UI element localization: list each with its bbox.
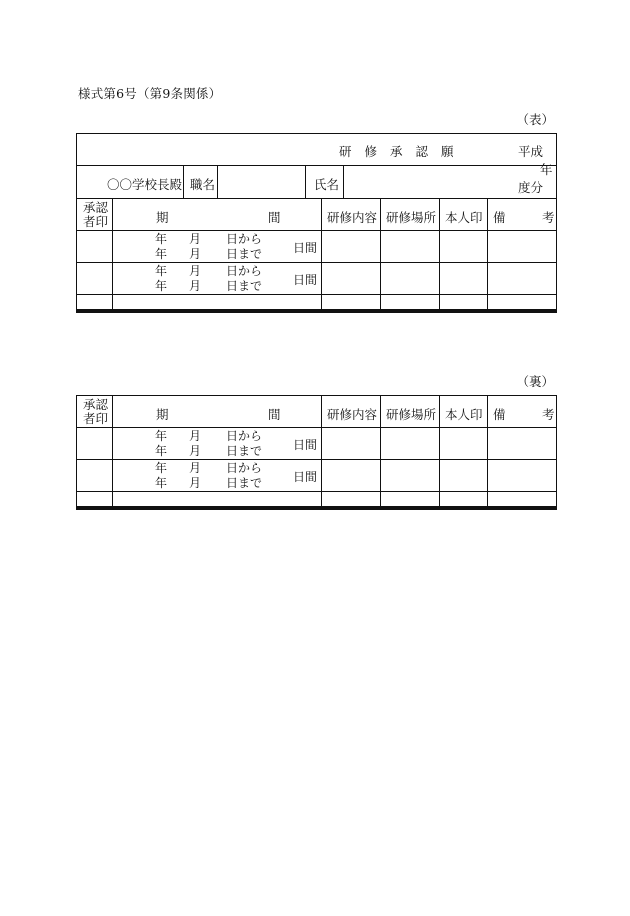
schedule-row: [77, 231, 556, 263]
place-field[interactable]: [381, 263, 440, 294]
schedule-row: [77, 263, 556, 295]
remarks-header-right: 考: [542, 407, 555, 422]
month-unit: 月: [189, 279, 202, 293]
year-unit: 年: [155, 444, 168, 458]
place-field[interactable]: [381, 231, 440, 262]
seal-field[interactable]: [440, 231, 488, 262]
position-label-cell: [184, 166, 218, 198]
seal-header: [440, 396, 488, 427]
approver-seal-field[interactable]: [77, 492, 113, 506]
seal-field[interactable]: [440, 295, 488, 309]
content-field[interactable]: [322, 428, 381, 459]
seal-field[interactable]: [440, 460, 488, 491]
content-header-text: 研修内容: [327, 407, 378, 422]
remarks-header: [488, 396, 556, 427]
remarks-header-right: 考: [542, 210, 555, 225]
place-field[interactable]: [381, 295, 440, 309]
period-field[interactable]: [113, 428, 322, 459]
form-title: 研修承認願: [339, 144, 467, 159]
approver-header-line2: 者印: [83, 214, 109, 229]
content-field[interactable]: [322, 231, 381, 262]
remarks-header-left: 備: [493, 407, 506, 422]
period-header: [113, 199, 322, 230]
approver-seal-field[interactable]: [77, 428, 113, 459]
approver-seal-field[interactable]: [77, 295, 113, 309]
applicant-row: [77, 166, 556, 199]
period-header: [113, 396, 322, 427]
schedule-row-empty: [77, 492, 556, 509]
remarks-field[interactable]: [488, 263, 556, 294]
period-header-right: 間: [268, 210, 281, 225]
days-unit: 日間: [293, 438, 318, 452]
approver-seal-field[interactable]: [77, 263, 113, 294]
place-header-text: 研修場所: [386, 210, 437, 225]
content-header: [322, 199, 381, 230]
seal-field[interactable]: [440, 492, 488, 506]
seal-field[interactable]: [440, 428, 488, 459]
period-field[interactable]: [113, 460, 322, 491]
seal-header: [440, 199, 488, 230]
place-header: [381, 199, 440, 230]
remarks-field[interactable]: [488, 231, 556, 262]
year-unit: 年: [155, 247, 168, 261]
schedule-header-row: [77, 396, 556, 428]
to-unit: 日まで: [226, 476, 263, 490]
period-header-left: 期: [156, 407, 169, 422]
year-unit: 年: [155, 476, 168, 490]
to-unit: 日まで: [226, 279, 263, 293]
month-unit: 月: [189, 476, 202, 490]
seal-field[interactable]: [440, 263, 488, 294]
schedule-row-empty: [77, 295, 556, 312]
name-field[interactable]: [344, 166, 556, 198]
content-field[interactable]: [322, 460, 381, 491]
approver-header: [77, 199, 113, 230]
schedule-header-row: [77, 199, 556, 231]
remarks-field[interactable]: [488, 492, 556, 506]
period-field[interactable]: [113, 231, 322, 262]
month-unit: 月: [189, 429, 202, 443]
place-header: [381, 396, 440, 427]
year-unit: 年: [155, 232, 168, 246]
year-unit: 年: [155, 264, 168, 278]
from-unit: 日から: [226, 232, 263, 246]
position-field[interactable]: [218, 166, 306, 198]
month-unit: 月: [189, 232, 202, 246]
remarks-field[interactable]: [488, 460, 556, 491]
content-field[interactable]: [322, 263, 381, 294]
remarks-header: [488, 199, 556, 230]
month-unit: 月: [189, 461, 202, 475]
seal-header-text: 本人印: [445, 210, 483, 225]
content-field[interactable]: [322, 492, 381, 506]
period-header-left: 期: [156, 210, 169, 225]
to-unit: 日まで: [226, 444, 263, 458]
place-header-text: 研修場所: [386, 407, 437, 422]
year-prefix: 平成: [518, 144, 544, 159]
period-field[interactable]: [113, 295, 322, 309]
days-unit: 日間: [293, 470, 318, 484]
remarks-field[interactable]: [488, 428, 556, 459]
period-field[interactable]: [113, 492, 322, 506]
period-field[interactable]: [113, 263, 322, 294]
year-unit: 年: [155, 461, 168, 475]
days-unit: 日間: [293, 273, 318, 287]
place-field[interactable]: [381, 492, 440, 506]
approver-header-line1: 承認: [83, 397, 109, 412]
approver-header: [77, 396, 113, 427]
from-unit: 日から: [226, 461, 263, 475]
remarks-header-left: 備: [493, 210, 506, 225]
month-unit: 月: [189, 444, 202, 458]
back-side-label: （裏）: [516, 374, 554, 389]
application-table-back: [76, 395, 557, 510]
from-unit: 日から: [226, 429, 263, 443]
month-unit: 月: [189, 247, 202, 261]
place-field[interactable]: [381, 460, 440, 491]
year-unit: 年: [155, 429, 168, 443]
content-header: [322, 396, 381, 427]
from-unit: 日から: [226, 264, 263, 278]
remarks-field[interactable]: [488, 295, 556, 309]
content-header-text: 研修内容: [327, 210, 378, 225]
period-header-right: 間: [268, 407, 281, 422]
front-side-label: （表）: [516, 112, 554, 127]
place-field[interactable]: [381, 428, 440, 459]
addressee: 〇〇学校長殿: [107, 177, 183, 192]
schedule-row: [77, 428, 556, 460]
approver-seal-field[interactable]: [77, 460, 113, 491]
approver-header-line2: 者印: [83, 411, 109, 426]
approver-seal-field[interactable]: [77, 231, 113, 262]
month-unit: 月: [189, 264, 202, 278]
days-unit: 日間: [293, 241, 318, 255]
approver-header-line1: 承認: [83, 200, 109, 215]
seal-header-text: 本人印: [445, 407, 483, 422]
form-number: 様式第6号（第9条関係）: [78, 86, 222, 101]
to-unit: 日まで: [226, 247, 263, 261]
application-table-front: [76, 133, 557, 313]
year-unit: 年: [155, 279, 168, 293]
addressee-cell: [77, 166, 184, 198]
name-label-cell: [306, 166, 344, 198]
year-suffix: 年度分: [518, 162, 553, 195]
content-field[interactable]: [322, 295, 381, 309]
name-label: 氏名: [314, 177, 340, 192]
position-label: 職名: [190, 177, 216, 192]
schedule-row: [77, 460, 556, 492]
